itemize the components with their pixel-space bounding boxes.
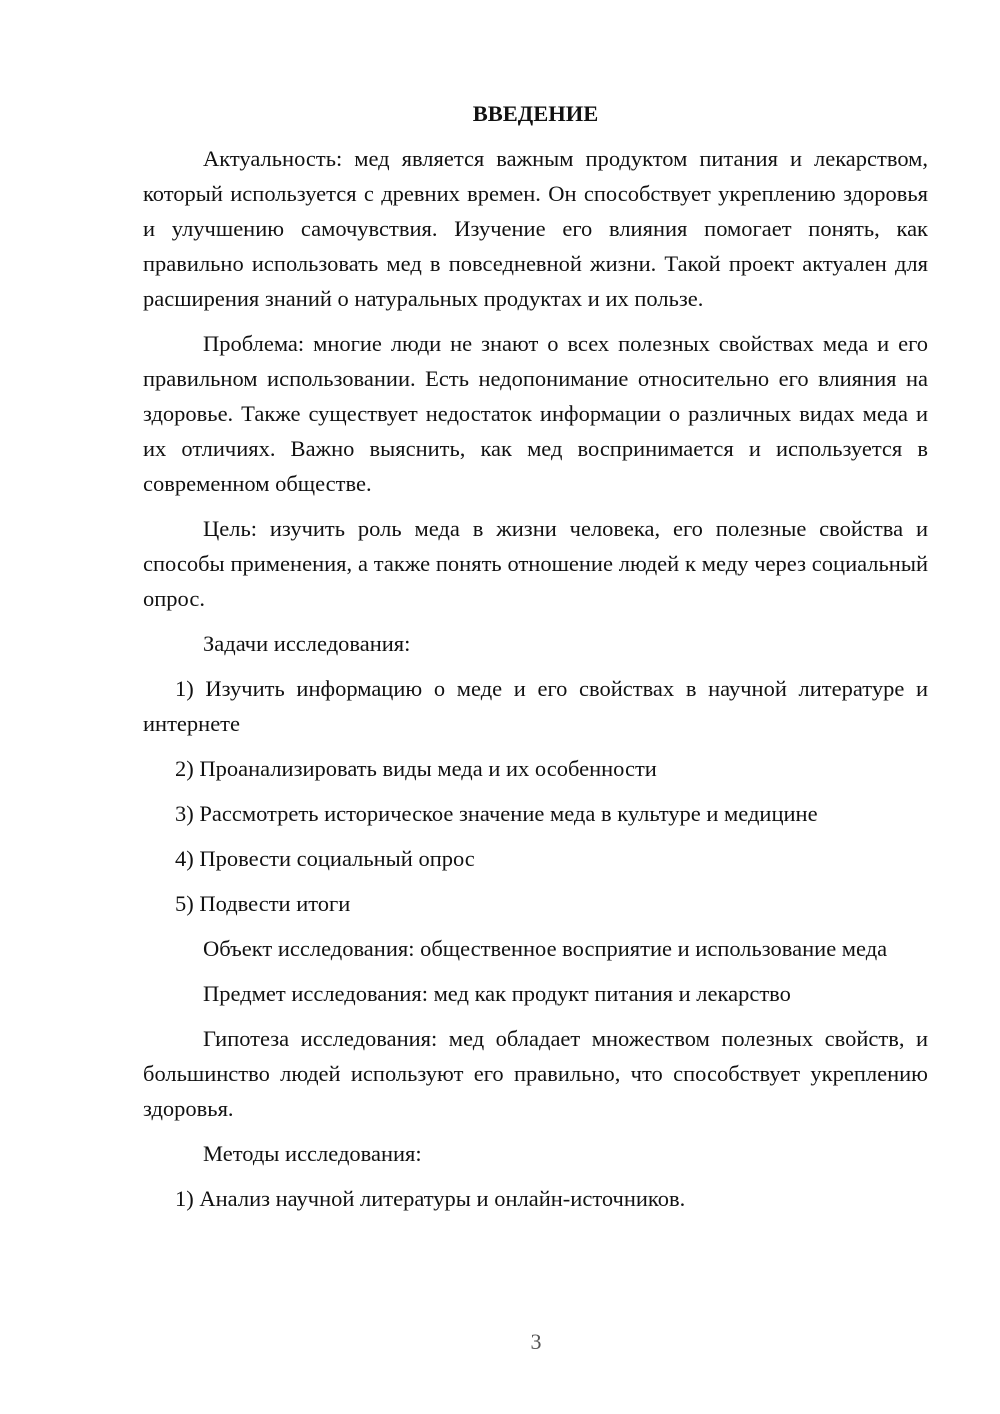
methods-list bbox=[143, 1181, 928, 1216]
paragraph-relevance: Актуальность: мед является важным продуктом питания и лекарством, который используется с древних времен. Он способствует укреплению здоровья и улучшению самочувствия. Изучение его влияния помогает понять, как правильно использовать мед в повседневной жизни. Такой проект актуален для расширения знаний о натуральных продуктах и их пользе. bbox=[143, 146, 928, 311]
paragraph-goal: Цель: изучить роль меда в жизни человека, его полезные свойства и способы применения, а также понять отношение людей к меду через социальный опрос. bbox=[143, 516, 928, 611]
page-content bbox=[143, 96, 928, 1226]
paragraph-object: Объект исследования: общественное восприятие и использование меда bbox=[203, 936, 888, 961]
list-item: 2) Проанализировать виды меда и их особенности bbox=[175, 756, 657, 781]
list-item: 5) Подвести итоги bbox=[175, 891, 351, 916]
list-item: 1) Анализ научной литературы и онлайн-источников. bbox=[175, 1186, 686, 1211]
tasks-heading: Задачи исследования: bbox=[203, 631, 411, 656]
list-item: 3) Рассмотреть историческое значение меда в культуре и медицине bbox=[175, 801, 818, 826]
list-item: 1) Изучить информацию о меде и его свойствах в научной литературе и интернете bbox=[143, 676, 928, 736]
methods-heading: Методы исследования: bbox=[203, 1141, 422, 1166]
paragraph-hypothesis: Гипотеза исследования: мед обладает множеством полезных свойств, и большинство людей используют его правильно, что способствует укреплению здоровья. bbox=[143, 1026, 928, 1121]
section-title: ВВЕДЕНИЕ bbox=[472, 101, 599, 126]
tasks-list bbox=[143, 671, 928, 921]
paragraph-subject: Предмет исследования: мед как продукт питания и лекарство bbox=[203, 981, 791, 1006]
list-item: 4) Провести социальный опрос bbox=[175, 846, 475, 871]
page-number: 3 bbox=[530, 1329, 542, 1354]
paragraph-problem: Проблема: многие люди не знают о всех полезных свойствах меда и его правильном использовании. Есть недопонимание относительно его влияния на здоровье. Также существует недостаток информации о различных видах меда и их отличиях. Важно выяснить, как мед воспринимается и используется в современном обществе. bbox=[143, 331, 928, 496]
